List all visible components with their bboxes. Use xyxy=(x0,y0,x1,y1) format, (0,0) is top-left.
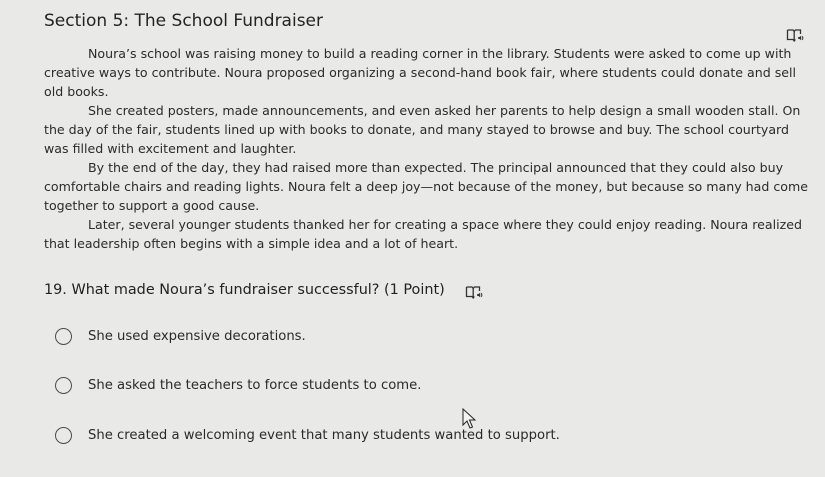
section-title: Section 5: The School Fundraiser xyxy=(44,11,323,31)
option-label: She created a welcoming event that many students wanted to support. xyxy=(88,428,560,443)
radio-button[interactable] xyxy=(55,377,72,394)
passage-paragraph-1: Noura’s school was raising money to build a reading corner in the library. Students were asked to come up with creative ways to contribute. Noura proposed organizing a second-hand book fair, where students could donate and sell old books. xyxy=(44,46,797,99)
answer-option-2[interactable] xyxy=(55,377,421,394)
radio-button[interactable] xyxy=(55,427,72,444)
answer-option-3[interactable] xyxy=(55,427,560,444)
mouse-cursor-icon xyxy=(462,408,476,434)
passage-paragraph-2: She created posters, made announcements, and even asked her parents to help design a small wooden stall. On the day of the fair, students lined up with books to donate, and many stayed to browse and buy. The school courtyard was filled with excitement and laughter. xyxy=(44,103,801,156)
radio-button[interactable] xyxy=(55,328,72,345)
passage-paragraph-3: By the end of the day, they had raised more than expected. The principal announced that they could also buy comfortable chairs and reading lights. Noura felt a deep joy—not because of the money, but because so many had come together to support a good cause. xyxy=(44,160,808,213)
passage-paragraph-4: Later, several younger students thanked her for creating a space where they could enjoy reading. Noura realized that leadership often begins with a simple idea and a lot of heart. xyxy=(44,217,802,251)
question-title: 19. What made Noura’s fundraiser successful? (1 Point) xyxy=(44,282,445,298)
option-label: She asked the teachers to force students to come. xyxy=(88,378,422,393)
reading-passage xyxy=(44,44,814,253)
immersive-reader-icon[interactable] xyxy=(465,284,483,300)
answer-option-1[interactable] xyxy=(55,328,306,345)
immersive-reader-icon[interactable] xyxy=(786,27,804,43)
option-label: She used expensive decorations. xyxy=(88,329,306,344)
